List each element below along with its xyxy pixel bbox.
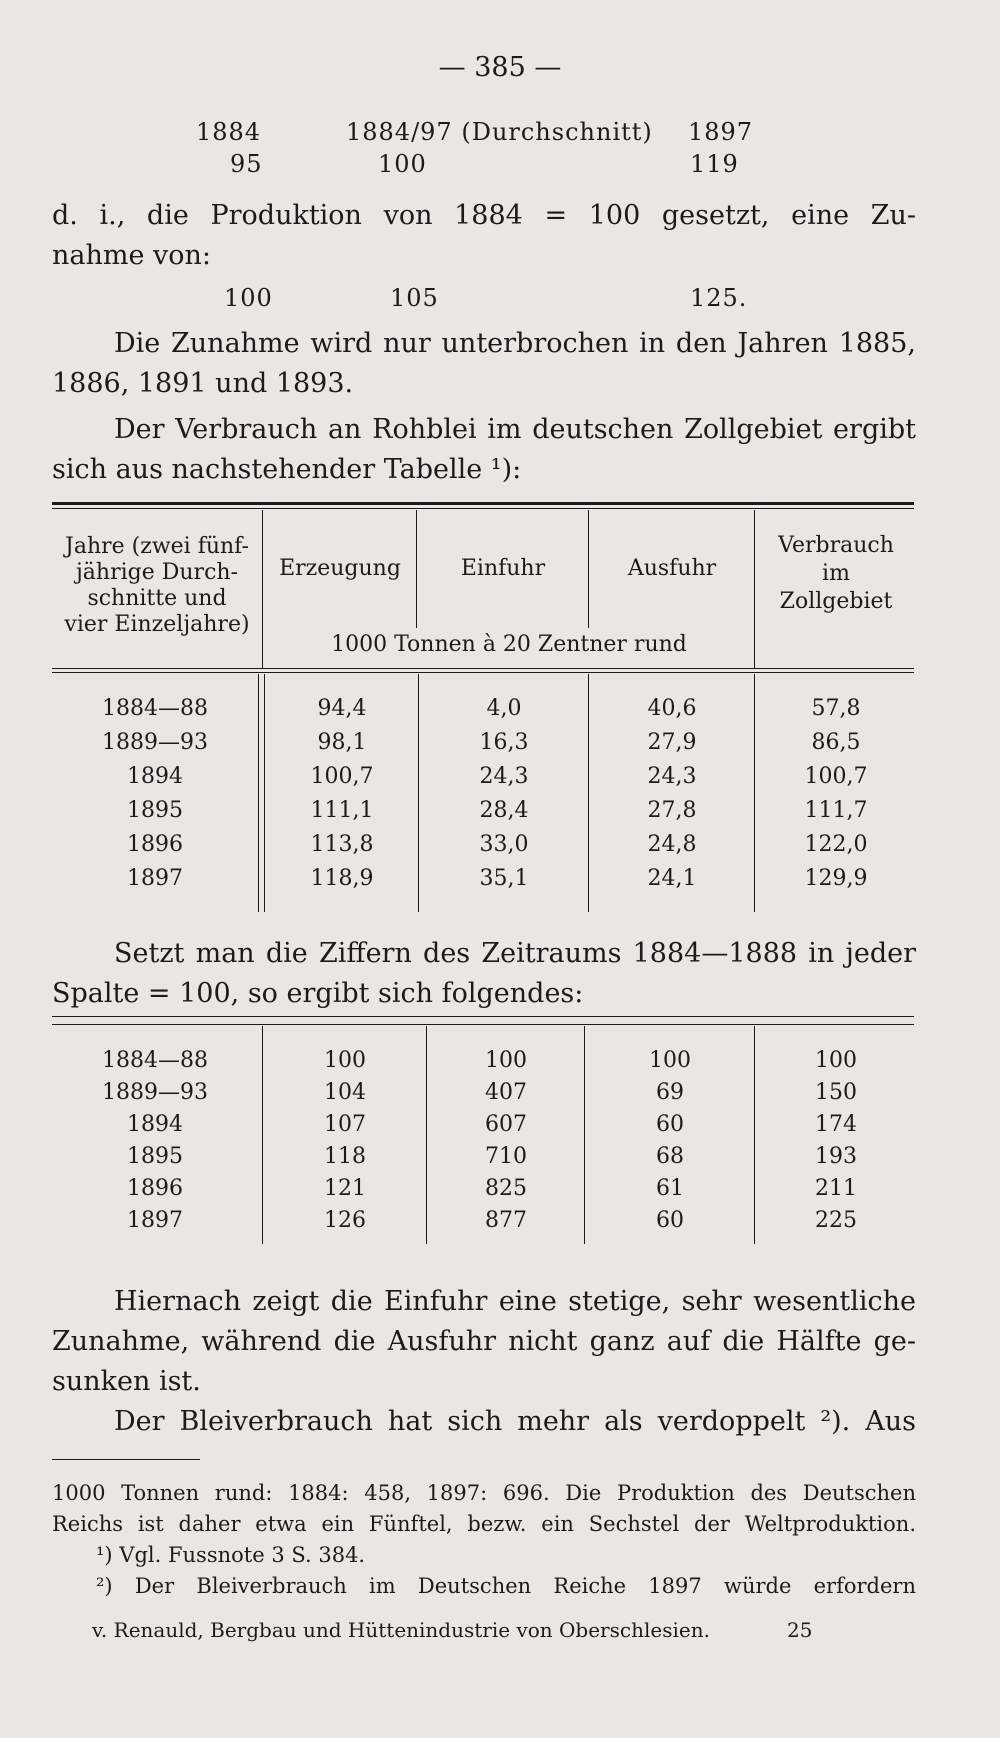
text-line: nahme von: xyxy=(52,240,212,271)
text-line: Spalte = 100, so ergibt sich folgendes: xyxy=(52,978,584,1009)
header-years xyxy=(52,534,262,638)
table-rule-top xyxy=(52,1016,914,1017)
cell-ausfuhr: 24,1 xyxy=(647,866,697,891)
cell-year: 1897 xyxy=(127,1208,183,1233)
cell-erzeugung: 126 xyxy=(324,1208,366,1233)
increase-value-average: 105 xyxy=(390,284,439,312)
footnote-2: ²) Der Bleiverbrauch im Deutschen Reiche 1897 würde erfordern xyxy=(96,1574,916,1598)
cell-ausfuhr: 69 xyxy=(656,1080,684,1105)
column-divider xyxy=(426,1026,427,1244)
cell-einfuhr: 100 xyxy=(485,1048,527,1073)
cell-year: 1884—88 xyxy=(102,696,208,721)
intro-header-1884: 1884 xyxy=(196,118,262,146)
cell-verbrauch: 129,9 xyxy=(804,866,868,891)
cell-erzeugung: 111,1 xyxy=(310,798,374,823)
text-line: sich aus nachstehender Tabelle ¹): xyxy=(52,454,522,485)
cell-einfuhr: 407 xyxy=(485,1080,527,1105)
footnote-line: 1000 Tonnen rund: 1884: 458, 1897: 696. Die Produktion des Deutschen xyxy=(52,1481,916,1505)
cell-einfuhr: 825 xyxy=(485,1176,527,1201)
cell-erzeugung: 118,9 xyxy=(310,866,374,891)
cell-verbrauch: 86,5 xyxy=(811,730,861,755)
page-number: — 385 — xyxy=(438,52,562,83)
cell-year: 1896 xyxy=(127,1176,183,1201)
cell-verbrauch: 150 xyxy=(815,1080,857,1105)
cell-ausfuhr: 27,9 xyxy=(647,730,697,755)
paragraph-interruption xyxy=(52,324,916,404)
cell-year: 1894 xyxy=(127,764,183,789)
cell-einfuhr: 24,3 xyxy=(479,764,529,789)
footnotes xyxy=(52,1478,916,1602)
cell-verbrauch: 100 xyxy=(815,1048,857,1073)
text-line: sunken ist. xyxy=(52,1366,201,1397)
column-divider xyxy=(418,674,419,912)
cell-verbrauch: 225 xyxy=(815,1208,857,1233)
cell-verbrauch: 111,7 xyxy=(804,798,868,823)
cell-ausfuhr: 27,8 xyxy=(647,798,697,823)
cell-erzeugung: 98,1 xyxy=(317,730,367,755)
column-divider xyxy=(264,674,265,912)
cell-verbrauch: 122,0 xyxy=(804,832,868,857)
cell-erzeugung: 107 xyxy=(324,1112,366,1137)
increase-value-1897: 125. xyxy=(690,284,748,312)
cell-einfuhr: 710 xyxy=(485,1144,527,1169)
cell-verbrauch: 174 xyxy=(815,1112,857,1137)
column-divider xyxy=(754,1026,755,1244)
cell-erzeugung: 100,7 xyxy=(310,764,374,789)
header-unit: 1000 Tonnen à 20 Zentner rund xyxy=(331,632,687,657)
header-verbrauch-line: im xyxy=(822,561,850,586)
column-divider xyxy=(416,510,417,628)
paragraph-doubled xyxy=(52,1402,916,1442)
cell-ausfuhr: 40,6 xyxy=(647,696,697,721)
column-divider xyxy=(754,674,755,912)
intro-value-1897: 119 xyxy=(690,150,739,178)
header-erzeugung: Erzeugung xyxy=(279,556,401,581)
cell-ausfuhr: 60 xyxy=(656,1112,684,1137)
cell-ausfuhr: 60 xyxy=(656,1208,684,1233)
cell-erzeugung: 100 xyxy=(324,1048,366,1073)
header-verbrauch xyxy=(756,532,916,616)
paragraph-index xyxy=(52,934,916,1014)
header-years-line: jährige Durch- xyxy=(75,560,238,585)
cell-erzeugung: 113,8 xyxy=(310,832,374,857)
text-line: Die Zunahme wird nur unterbrochen in den Jahren 1885, xyxy=(114,328,916,359)
cell-ausfuhr: 24,8 xyxy=(647,832,697,857)
table-rule-top-thin xyxy=(52,508,914,509)
cell-ausfuhr: 100 xyxy=(649,1048,691,1073)
page-footer xyxy=(92,1618,813,1642)
cell-erzeugung: 94,4 xyxy=(317,696,367,721)
column-divider xyxy=(588,510,589,628)
cell-ausfuhr: 68 xyxy=(656,1144,684,1169)
text-line: Hiernach zeigt die Einfuhr eine stetige, sehr wesentliche xyxy=(114,1286,916,1317)
header-verbrauch-line: Verbrauch xyxy=(778,533,894,558)
table-rule-header xyxy=(52,668,914,669)
intro-value-average: 100 xyxy=(378,150,427,178)
cell-verbrauch: 57,8 xyxy=(811,696,861,721)
cell-einfuhr: 33,0 xyxy=(479,832,529,857)
cell-ausfuhr: 24,3 xyxy=(647,764,697,789)
cell-year: 1889—93 xyxy=(102,730,208,755)
footer-sheet-number: 25 xyxy=(787,1618,813,1642)
header-verbrauch-line: Zollgebiet xyxy=(779,589,893,614)
cell-erzeugung: 118 xyxy=(324,1144,366,1169)
paragraph-conclusion xyxy=(52,1282,916,1402)
header-years-line: Jahre (zwei fünf- xyxy=(65,534,249,559)
cell-year: 1896 xyxy=(127,832,183,857)
table-rule-top-thin xyxy=(52,1024,914,1025)
cell-year: 1889—93 xyxy=(102,1080,208,1105)
table-rule-top xyxy=(52,502,914,505)
cell-einfuhr: 877 xyxy=(485,1208,527,1233)
footnote-1: ¹) Vgl. Fussnote 3 S. 384. xyxy=(96,1543,366,1567)
cell-erzeugung: 104 xyxy=(324,1080,366,1105)
intro-header-1897: 1897 xyxy=(688,118,754,146)
text-line: d. i., die Produktion von 1884 = 100 gesetzt, eine Zu- xyxy=(52,200,916,231)
column-divider xyxy=(584,1026,585,1244)
column-divider xyxy=(754,510,755,668)
text-line: Setzt man die Ziffern des Zeitraums 1884—1888 in jeder xyxy=(114,938,916,969)
text-line: 1886, 1891 und 1893. xyxy=(52,368,354,399)
paragraph-production xyxy=(52,196,916,276)
cell-einfuhr: 607 xyxy=(485,1112,527,1137)
cell-verbrauch: 193 xyxy=(815,1144,857,1169)
cell-einfuhr: 4,0 xyxy=(486,696,522,721)
footnote-rule xyxy=(52,1459,200,1460)
cell-year: 1884—88 xyxy=(102,1048,208,1073)
text-line: Der Verbrauch an Rohblei im deutschen Zollgebiet ergibt xyxy=(114,414,916,445)
footnote-line: Reichs ist daher etwa ein Fünftel, bezw. ein Sechstel der Weltproduktion. xyxy=(52,1512,916,1536)
cell-year: 1895 xyxy=(127,1144,183,1169)
cell-year: 1894 xyxy=(127,1112,183,1137)
paragraph-consumption xyxy=(52,410,916,490)
footer-author: v. Renauld, Bergbau und Hüttenindustrie von Oberschlesien. xyxy=(92,1618,710,1642)
header-einfuhr: Einfuhr xyxy=(460,556,546,581)
header-ausfuhr: Ausfuhr xyxy=(627,556,717,581)
column-divider xyxy=(258,674,259,912)
table-rule-header-thin xyxy=(52,672,914,673)
text-line: Der Bleiverbrauch hat sich mehr als verdoppelt ²). Aus xyxy=(114,1406,916,1437)
cell-verbrauch: 100,7 xyxy=(804,764,868,789)
text-line: Zunahme, während die Ausfuhr nicht ganz auf die Hälfte ge- xyxy=(52,1326,916,1357)
cell-year: 1897 xyxy=(127,866,183,891)
cell-einfuhr: 35,1 xyxy=(479,866,529,891)
header-years-line: schnitte und xyxy=(87,586,227,611)
cell-ausfuhr: 61 xyxy=(656,1176,684,1201)
intro-value-1884: 95 xyxy=(230,150,263,178)
increase-value-1884: 100 xyxy=(224,284,273,312)
cell-erzeugung: 121 xyxy=(324,1176,366,1201)
header-years-line: vier Einzeljahre) xyxy=(64,612,250,637)
column-divider xyxy=(262,510,263,668)
column-divider xyxy=(588,674,589,912)
column-divider xyxy=(262,1026,263,1244)
cell-einfuhr: 28,4 xyxy=(479,798,529,823)
cell-year: 1895 xyxy=(127,798,183,823)
cell-verbrauch: 211 xyxy=(815,1176,857,1201)
cell-einfuhr: 16,3 xyxy=(479,730,529,755)
intro-header-average: 1884/97 (Durchschnitt) xyxy=(346,118,653,146)
